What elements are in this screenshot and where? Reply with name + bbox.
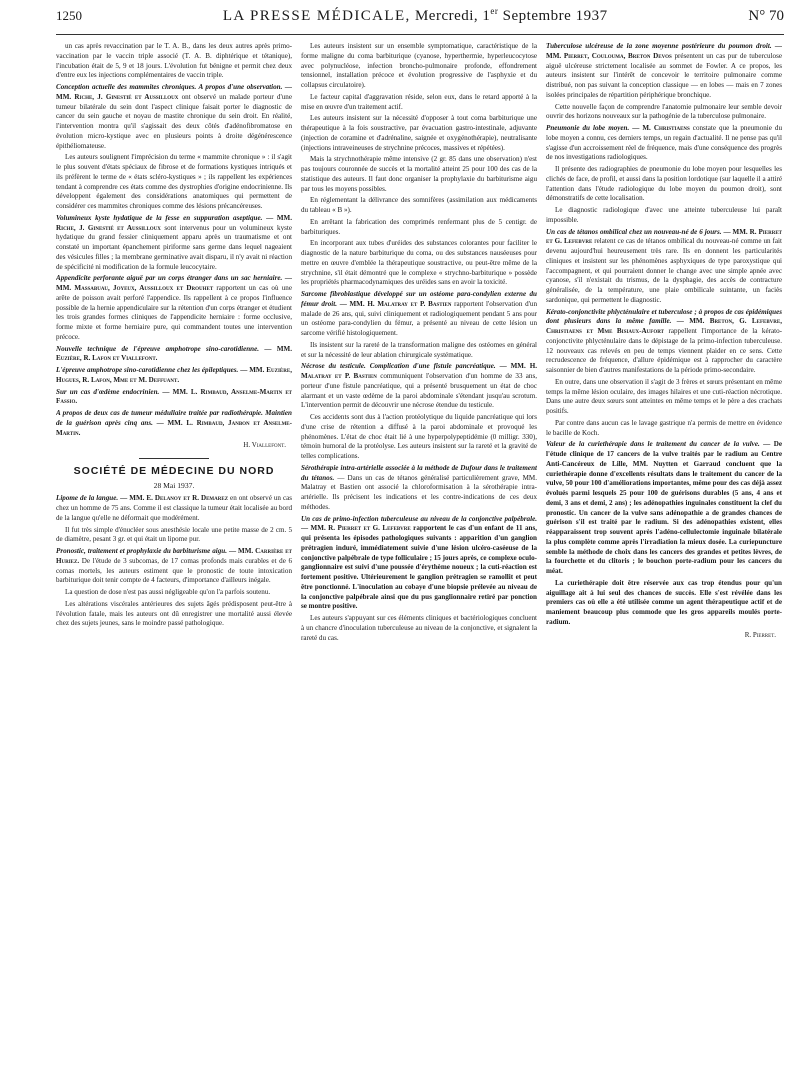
article-authors: — MM. L. Rimbaud, Janbon et Anselme-Martin. [56, 418, 292, 437]
article-title: A propos de deux cas de tumeur médullaire traitée par radiothérapie. Maintien de la guérison après cinq ans. [56, 409, 292, 427]
article-title: Lipome de la langue. [56, 494, 119, 503]
publication-title [223, 6, 608, 25]
article-primo-infection [301, 515, 537, 613]
article-title: Sérothérapie intra-artérielle associée à la méthode de Dufour dans le traitement du tétanos. [301, 463, 537, 482]
article-necrose-testicule [301, 362, 537, 411]
paragraph: Les auteurs insistent sur la nécessité d'opposer à tout coma barbiturique une thérapeutique à la fois soustractive, par évacuation gastro-intestinale, adjuvante (injection de coramine et d'adrénaline, saignée et oxygénothérapie), neutralisante (injections intraveineuses de strychnine précoces, massives et répétées). [301, 114, 537, 152]
article-authors: — MM. Riche, J. Ginestié et Aussilloux [56, 83, 292, 101]
article-epreuve-amphotrope [56, 345, 292, 365]
article-authors: — MM. H. Malatray et P. Bastien [301, 362, 537, 380]
article-tetanos-ombilical [546, 228, 782, 306]
date-suffix: Septembre 1937 [498, 8, 608, 24]
article-authors: — MM. Massabuau, Joyeux, Aussilloux et Drouhet [56, 274, 292, 292]
article-authors: — MM. H. Malatray et P. Bastien [337, 299, 452, 308]
paragraph: Cette nouvelle façon de comprendre l'anatomie pulmonaire leur semble devoir ouvrir des horizons nouveaux sur la pathogénie de la tuberculose pulmonaire. [546, 102, 782, 121]
date-prefix: Mercredi, 1 [414, 8, 491, 24]
article-title: Nécrose du testicule. Complication d'une fistule pancréatique. [301, 362, 496, 371]
article-authors: — MM. R. Pierret et G. Lefebvre [546, 227, 782, 246]
article-serotherapie [301, 464, 537, 513]
publication-name: LA PRESSE MÉDICALE, [222, 8, 411, 24]
paragraph: Les altérations viscérales antérieures des sujets âgés prédisposent peut-être à l'évolution fatale, mais les auteurs ont dû enregistrer une mortalité aussi élevée chez des sujets jeunes, sans le moindre passé pathologique. [56, 599, 292, 628]
article-barbiturisme [56, 547, 292, 586]
article-authors: — MM. R. Pierret et G. Lefebvre [301, 524, 411, 533]
article-title: Un cas de primo-infection tuberculeuse au niveau de la conjonctive palpébrale. [301, 514, 537, 523]
article-curietherapie [546, 440, 782, 577]
article-text: relatent ce cas de tétanos ombilical du nouveau-né comme un fait devenu aujourd'hui heureusement très rare. Ils en donnent les particularités cliniques et insistent sur les phénomènes asphyxiques de type paroxystique qui l'accompagnent, et qui pourraient donner le change avec une simple apnée avec cyanose, s'il n'existait du trismus, de la dysphagie, des accès de contracture généralisée, de la température, une plaie ombilicale suintante, un faciès sardonique, qui permettent le diagnostic. [546, 237, 782, 304]
paragraph: Les auteurs soulignent l'imprécision du terme « mammite chronique » : il s'agit le plus souvent d'états spéciaux de fibrose et de formations kystiques intriqués et ils préfèrent le terme de « états scléro-kystiques » ; ils rappellent les expériences tendant à comprendre ces états comme des dystrophies d'origine endocrinienne. Ils développent également des considérations anatomiques qui permettent de considérer ces mammites chroniques comme des lésions précancéreuses. [56, 153, 292, 210]
article-authors: — MM. L. Rimbaud, Anselme-Martin et Fassio. [56, 387, 292, 406]
article-text: — De l'étude clinique de 17 cancers de la vulve traités par le radium au Centre Anti-Cancéreux de Lille, MM. Nuytten et Garraud concluent que la curiethérapie donne d'excellents résultats dans le traitement du cancer de la vulve, 50 pour 100 d'améliorations importantes, même pour des cas déjà assez évolués parmi lesquels 25 pour 100 de guérisons durables (5 ans, 4 ans et demi, 3 ans et demi, 2 ans) ; les adénopathies inguinales constituent la clef du pronostic. Un cancer de la vulve sans adénopathie a de grandes chances de guérison s'il est traité par le radium. Si des adénopathies existent, elles réapparaissent trop souvent après l'adéno-cellulectomie inguinale bilatérale la plus complète comme après l'irradiation la mieux dosée. La curiepuncture semble la méthode de choix dans les cancers des grandes et petites lèvres, de la fourchette et du clitoris ; le bouchon porte-radium pour les cancers du méat. [546, 440, 782, 575]
article-title: Appendicite perforante aiguë par un corps étranger dans un sac herniaire. [56, 274, 283, 283]
paragraph: La curiethérapie doit être réservée aux cas trop étendus pour qu'un aiguillage ait à lui seul des chances de succès. Elle s'est révélée dans les premiers cas où elle a été utilisée comme un agent thérapeutique actif et de maniement beaucoup plus commode que les gros appareils moulés porte-radium. [546, 578, 782, 626]
paragraph: Les auteurs s'appuyant sur ces éléments cliniques et bactériologiques concluent à un chancre d'inoculation tuberculeuse au niveau de la conjonctive, et signalent la rareté du cas. [301, 614, 537, 642]
date-sup: er [490, 6, 499, 16]
article-title: Valeur de la curiethérapie dans le traitement du cancer de la vulve. [546, 440, 760, 449]
article-text: en ont observé un cas chez un homme de 75 ans. Comme il est classique la tumeur était localisée au bord de la langue qu'elle ne déformait que modérément. [56, 494, 292, 522]
section-date: 28 Mai 1937. [153, 481, 195, 491]
article-authors: — MM. Euzière, Hugues, R. Lafon, Mme et M. Deffuant. [56, 366, 292, 384]
article-pneumonie [546, 124, 782, 163]
article-text: rapportent le cas d'un enfant de 11 ans, qui présenta les épisodes pathologiques suivants : apparition d'un ganglion prétragien induré, immédiatement suivie d'une lésion ulcéro-caséeuse de la conjonctive palpébrale de type folliculaire ; 15 jours après, ce complexe oculo-ganglionnaire est suivi d'une poussée d'érythème noueux ; la cuti-réaction est fortement positive. Ultérieurement le ganglion prétragien se ramollit et peut être ponctionné. L'inoculation au cobaye d'une biopsie prélevée au niveau de la conjonctive palpébrale ainsi que du pus ganglionnaire retiré par ponction se montre positive. [301, 524, 537, 611]
article-epileptiques [56, 366, 292, 386]
signature: R. Pierret. [744, 630, 776, 639]
article-title: Nouvelle technique de l'épreuve amphotrope sino-carotidienne. [56, 344, 260, 353]
article-authors: — MM. Carrière et Huriez. [56, 547, 292, 565]
article-lipome [56, 494, 292, 523]
paragraph: En réglementant la délivrance des somnifères (assimilation aux médicaments du tableau « B »). [301, 196, 537, 214]
paragraph: Le diagnostic radiologique d'avec une atteinte tuberculeuse lui paraît impossible. [546, 206, 782, 224]
article-title: L'épreuve amphotrope sino-carotidienne chez les épileptiques. [56, 366, 239, 374]
article-appendicite [56, 274, 292, 342]
paragraph: Ils insistent sur la rareté de la transformation maligne des ostéomes en général et sur la nécessité de leur ablation chirurgicale systématique. [301, 340, 537, 359]
article-authors: — MM. Pierret, Coulouma, Breton Devos [546, 42, 782, 60]
article-text: — Dans un cas de tétanos généralisé particulièrement grave, MM. Malatray et Bastien ont associé la chloroformisation à la sérothérapie intra-artérielle. Ils précisent les indications et les contre-indications de ces deux méthodes. [301, 473, 537, 511]
issue-number: N° 70 [748, 8, 784, 24]
article-sarcome [301, 290, 537, 339]
article-title: Kérato-conjonctivite phlycténulaire et tuberculose ; à propos de cas épidémiques dont plusieurs dans la même famille. [546, 307, 782, 326]
article-title: Pronostic, traitement et prophylaxie du barbiturisme aigu. [56, 547, 228, 555]
section-heading: SOCIÉTÉ DE MÉDECINE DU NORD [73, 465, 275, 478]
column-2 [301, 42, 537, 1072]
article-authors: — MM. Riche, J. Ginestié et Aussilloux [56, 213, 292, 232]
article-authors: — MM. Euzière, R. Lafon et Viallefont. [56, 344, 292, 363]
paragraph: Par contre dans aucun cas le lavage gastrique n'a permis de mettre en évidence le bacille de Koch. [546, 418, 782, 437]
paragraph: Les auteurs insistent sur un ensemble symptomatique, caractéristique de la forme maligne du coma barbiturique (cyanose, hyperthermie, hyperleucocytose avec polynucléose, infection broncho-pulmonaire profonde, effondrement tensionnel, installation précoce et évolution progressive de l'asphyxie et du collapsus circulatoire). [301, 42, 537, 89]
paragraph: En arrêtant la fabrication des comprimés renfermant plus de 5 centigr. de barbituriques. [301, 217, 537, 236]
paragraph: un cas après revaccination par le T. A. B., dans les deux autres après primo-vaccination par le vaccin triple associé (T. A. B. diphtérique et tétanique), l'incubation était de 5, 9 et 18 jours. L'évolution fut bénigne et permit chez deux d'entre eux les injections complémentaires de vaccin triple. [56, 42, 292, 80]
article-text: rapportent un cas où une arête de poisson avait perforé l'appendice. Ils rappellent à ce propos l'influence possible de la hernie appendiculaire sur la rétention d'un corps étranger et étudient les trois grandes formes cliniques de l'appendicite herniaire : forme occlusive, forme mixte et forme herniaire pure, qui commandent toutes une intervention précoce. [56, 284, 292, 341]
paragraph: Le facteur capital d'aggravation réside, selon eux, dans le retard apporté à la mise en œuvre d'un traitement actif. [301, 92, 537, 111]
article-title: Tuberculose ulcéreuse de la zone moyenne postérieure du poumon droit. [546, 42, 772, 50]
page-number: 1250 [56, 8, 82, 23]
article-kyste-hydatique [56, 214, 292, 273]
paragraph: La question de dose n'est pas aussi négligeable qu'on l'a parfois soutenu. [65, 588, 271, 596]
article-text: rapportent l'observation d'un malade de 26 ans, qui, suivi cliniquement et radiologiquement pendant 5 ans pour un ostéome para-condylien du fémur, a présenté au niveau de cette lésion un sarcome vérifié histologiquement. [301, 299, 537, 337]
article-title: Pneumonie du lobe moyen. [546, 124, 630, 132]
article-title: Conception actuelle des mammites chroniques. A propos d'une observation. [56, 83, 283, 91]
article-text: constate que la pneumonie du lobe moyen a connu, ces derniers temps, un regain d'actualité. Il ne pense pas qu'il s'agisse d'un accroissement réel de fréquence, mais d'une conséquence des progrès de nos investigations radiologiques. [546, 124, 782, 162]
article-text: sont intervenus pour un volumineux kyste hydatique du grand fessier cliniquement apparu après un traumatisme et ont constaté un important épanchement piriforme sans germe dans lequel nageaient des vésicules filles ; la membrane germinative avait disparu, il n'y avait ni réaction de spécificité ni modification de la formule leucocytaire. [56, 223, 292, 271]
paragraph: En incorporant aux tubes d'uréides des substances colorantes pour faciliter le diagnostic de la nature barbiturique du coma, ou des substances nauséeuses pour mettre en œuvre d'emblée la thérapeutique soustractive, ou peut-être même de la strychnine, s'il était démontré que le complexe « strychno-barbiturique » possède les propriétés pharmacodynamiques des uréides sans en avoir la toxicité. [301, 239, 537, 287]
article-authors: — M. Christiaens [629, 124, 690, 132]
paragraph: Il fut très simple d'énucléer sous anesthésie locale une petite masse de 2 cm. 5 de diamètre, pesant 3 gr. et qui était un lipome pur. [56, 525, 292, 544]
article-title: Sarcome fibroblastique développé sur un ostéome para-condylien externe du fémur droit. [301, 290, 537, 308]
article-text: rappellent l'importance de la kérato-conjonctivite phlycténulaire dans le dépistage de la primo-infection tuberculeuse. 12 nouveaux cas relevés en peu de temps viennent plaider en ce sens. Cette recrudescence de fréquence, d'allure épidémique est à rapprocher du caractère saisonnier de bien d'autres manifestations de la période primo-secondaire. [546, 327, 782, 374]
three-columns [56, 42, 784, 1072]
article-tumeur-medullaire [56, 409, 292, 438]
article-title: Un cas de tétanos ombilical chez un nouveau-né de 6 jours. [546, 227, 722, 236]
column-3 [546, 42, 782, 1072]
article-text: De l'étude de 3 subcomas, de 17 comas profonds mais curables et de 6 comas mortels, les auteurs estiment que le pronostic de toute intoxication barbiturique doit tenir compte de 4 facteurs, d'importance d'ailleurs inégale. [56, 556, 292, 585]
article-text: communiquent l'observation d'un homme de 33 ans, porteur d'une fistule pancréatique, qui a présenté brusquement un état de choc alarmant et un vaste œdème de la paroi abdominale s'étendant jusqu'au scrotum. L'intervention permit de découvrir une nécrose étendue du testicule. [301, 372, 537, 410]
article-oedeme [56, 388, 292, 408]
paragraph: Ces accidents sont dus à l'action protéolytique du liquide pancréatique qui lors d'une crise de rétention a diffusé à la paroi abdominale et provoqué les phénomènes. L'état de choc était lié à une hyperpolypeptidémie (0 milligr. 330), témoin humoral de la protéolyse. Les auteurs insistent sur la rareté et la gravité de telles complications. [301, 413, 537, 460]
signature: H. Viallefont. [243, 441, 286, 450]
article-title: Volumineux kyste hydatique de la fesse en suppuration aseptique. [56, 213, 263, 222]
article-authors: — MM. Breton, G. Lefebvre, Christiaens et Mme Bisiaux-Aufort [546, 317, 782, 335]
paragraph: En outre, dans une observation il s'agit de 3 frères et sœurs présentant en même temps la même lésion oculaire, des images hilaires et une cuti-réaction nécrotique. Dans une autre deux sœurs sont atteintes en même temps et le père a des crachats positifs. [546, 377, 782, 415]
page-header [56, 6, 784, 35]
column-1 [56, 42, 292, 1072]
article-tuberculose-ulcereuse [546, 42, 782, 101]
paragraph: Il présente des radiographies de pneumonie du lobe moyen pour lesquelles les clichés de face, de profil, et aussi dans la position lordotique (sur laquelle il a attiré l'attention dans l'étude radiologique du lobe moyen du poumon droit), sont démonstratifs de cette localisation. [546, 165, 782, 203]
article-authors: — MM. E. Delanoy et R. Demarez [118, 494, 229, 503]
article-text: ont observé un malade porteur d'une tumeur bilatérale du sein dont l'aspect clinique faisait porter le diagnostic de cancer du sein gauche et noyau de mastite chronique du sein droit. En réalité, l'intervention montra qu'il s'agissait des deux côtés d'adénofibromatose en évolution micro-kystique avec en plusieurs points à droite dégénérescence épithéliomateuse. [56, 92, 292, 150]
paragraph: Mais la strychnothérapie même intensive (2 gr. 85 dans une observation) n'est pas toujours couronnée de succès et la mortalité atteint 25 pour 100 des cas de la statistique des auteurs. Il faut donc organiser la prophylaxie du barbiturisme aigu par tous les moyens possibles. [301, 155, 537, 193]
section-divider [139, 458, 209, 459]
article-vaccination-mammites [56, 83, 292, 151]
article-kerato-conjonctivite [546, 308, 782, 376]
article-text: présentent un cas pur de tuberculose aiguë ulcéreuse strictement localisée au sommet de Fowler. A ce propos, les auteurs insistent sur l'intérêt de concevoir le territoire pulmonaire comme distribué, non pas suivant la conception classique — en lobes — mais en 7 zones isolées principales de répartition périphérique bronchique. [546, 51, 782, 99]
article-title: Sur un cas d'œdème endocrinien. [56, 387, 160, 396]
